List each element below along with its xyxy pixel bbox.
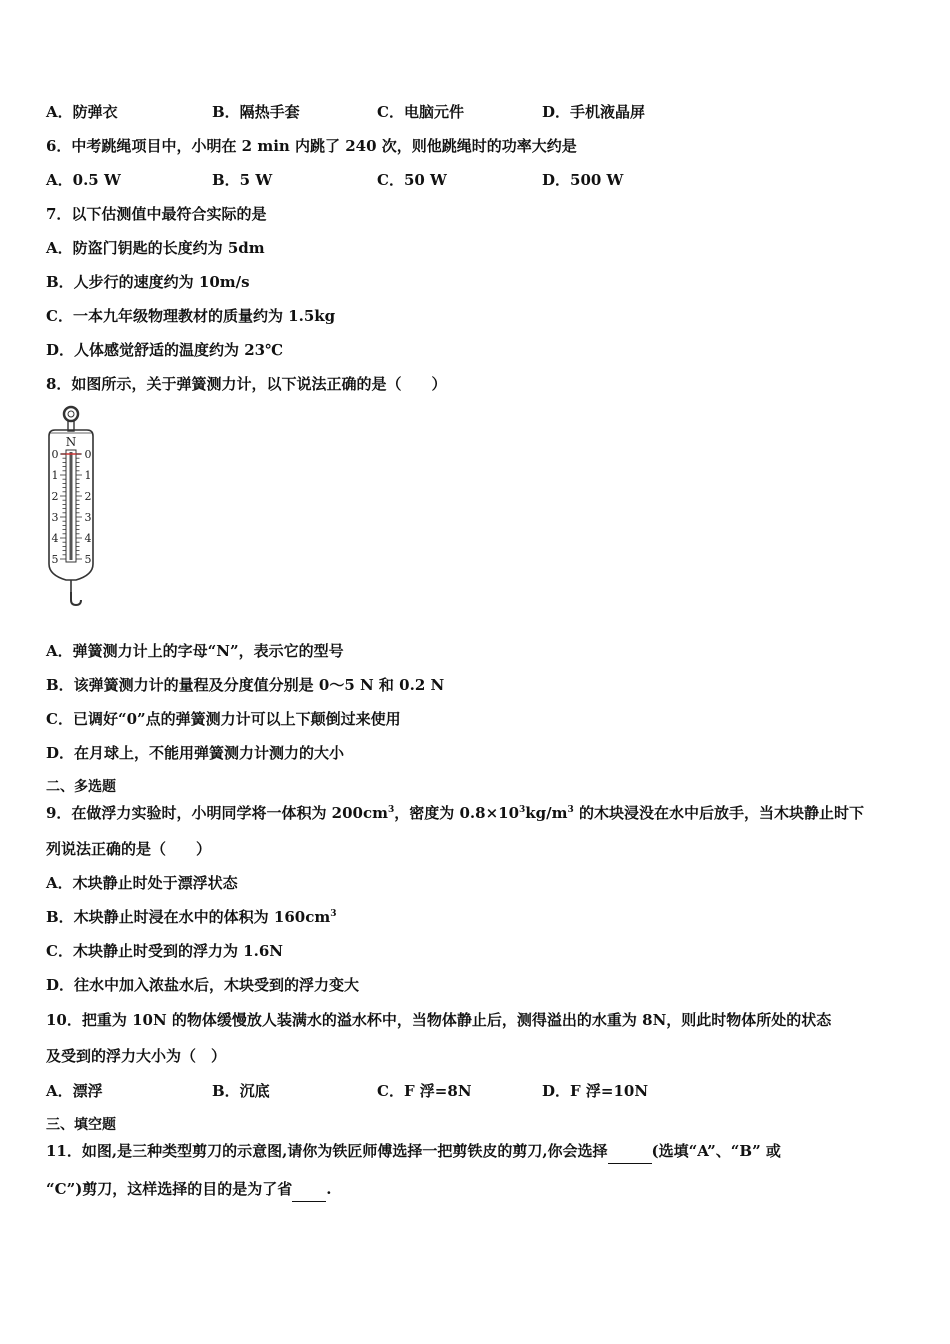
q7-option-c: C．一本九年级物理教材的质量约为 1.5kg bbox=[46, 307, 336, 325]
q7-stem: 7．以下估测值中最符合实际的是 bbox=[46, 205, 267, 223]
q10-stem-line2: 及受到的浮力大小为（ ） bbox=[46, 1047, 227, 1065]
q11-blank-1[interactable] bbox=[608, 1143, 652, 1164]
left-scale-5: 5 bbox=[51, 553, 59, 566]
scale-unit-label: N bbox=[65, 435, 77, 449]
q6-option-a: A．0.5 W bbox=[46, 171, 121, 189]
q10-option-a: A．漂浮 bbox=[46, 1082, 103, 1100]
left-scale-3: 3 bbox=[51, 511, 59, 524]
q9-stem-line1: 9．在做浮力实验时，小明同学将一体积为 $200cm^3$，密度为 $0.8\times 10^3kg/m^3$ 的木块浸没在水中后放手，当木块静止时下 bbox=[46, 804, 865, 822]
q5-options bbox=[46, 102, 926, 122]
q5-option-d: D．手机液晶屏 bbox=[542, 103, 646, 121]
q10-option-b: B．沉底 bbox=[212, 1082, 270, 1100]
left-scale-1: 1 bbox=[51, 469, 59, 482]
hook-icon bbox=[71, 592, 81, 605]
q7-option-d: D．人体感觉舒适的温度约为 23℃ bbox=[46, 341, 284, 359]
q6-option-d: D．500 W bbox=[542, 171, 624, 189]
q8-option-c: C．已调好“0”点的弹簧测力计可以上下颠倒过来使用 bbox=[46, 710, 401, 728]
right-scale-5: 5 bbox=[84, 553, 92, 566]
q6-stem: 6．中考跳绳项目中，小明在 2 min 内跳了 240 次，则他跳绳时的功率大约是 bbox=[46, 137, 577, 155]
left-scale-2: 2 bbox=[51, 490, 59, 503]
q5-option-a: A．防弹衣 bbox=[46, 103, 118, 121]
q5-option-b: B．隔热手套 bbox=[212, 103, 300, 121]
q8-option-b: B．该弹簧测力计的量程及分度值分别是 0～5 N 和 0.2 N bbox=[46, 676, 445, 694]
spring-scale-figure bbox=[42, 404, 112, 610]
q9-option-c: C．木块静止时受到的浮力为 1.6N bbox=[46, 942, 283, 960]
q9-option-a: A．木块静止时处于漂浮状态 bbox=[46, 874, 238, 892]
left-scale-0: 0 bbox=[51, 448, 59, 461]
right-scale-4: 4 bbox=[84, 532, 92, 545]
q7-option-a: A．防盗门钥匙的长度约为 5dm bbox=[46, 239, 265, 257]
ring-icon bbox=[64, 407, 78, 421]
q7-option-b: B．人步行的速度约为 10m/s bbox=[46, 273, 250, 291]
q6-option-b: B．5 W bbox=[212, 171, 273, 189]
right-scale-1: 1 bbox=[84, 469, 92, 482]
q6-options bbox=[46, 170, 926, 190]
left-scale-4: 4 bbox=[51, 532, 59, 545]
q11-stem-line2: “C”)剪刀，这样选择的目的是为了省 . bbox=[46, 1179, 332, 1202]
right-scale-2: 2 bbox=[84, 490, 92, 503]
q6-option-c: C．50 W bbox=[377, 171, 447, 189]
section-heading-multiple-choice: 二、多选题 bbox=[46, 779, 116, 795]
q11-stem-line1: 11．如图,是三种类型剪刀的示意图,请你为铁匠师傅选择一把剪铁皮的剪刀,你会选择 (选填“A”、“B” 或 bbox=[46, 1141, 781, 1164]
q10-option-c: C．F 浮=8N bbox=[377, 1082, 472, 1100]
q8-option-d: D．在月球上，不能用弹簧测力计测力的大小 bbox=[46, 744, 345, 762]
q10-options bbox=[46, 1081, 926, 1101]
q11-blank-2[interactable] bbox=[292, 1181, 326, 1202]
q9-option-b: B．木块静止时浸在水中的体积为 $160cm^3$ bbox=[46, 908, 337, 926]
right-scale-3: 3 bbox=[84, 511, 92, 524]
section-heading-fill-in: 三、填空题 bbox=[46, 1117, 116, 1133]
right-scale-0: 0 bbox=[84, 448, 92, 461]
q9-stem-line2: 列说法正确的是（ ） bbox=[46, 840, 212, 858]
q10-option-d: D．F 浮=10N bbox=[542, 1082, 649, 1100]
q8-stem: 8．如图所示，关于弹簧测力计，以下说法正确的是（ ） bbox=[46, 375, 447, 393]
q9-option-d: D．往水中加入浓盐水后，木块受到的浮力变大 bbox=[46, 976, 360, 994]
q10-stem-line1: 10．把重为 10N 的物体缓慢放人装满水的溢水杯中，当物体静止后，测得溢出的水重为 8N，则此时物体所处的状态 bbox=[46, 1011, 832, 1029]
q5-option-c: C．电脑元件 bbox=[377, 103, 464, 121]
q8-option-a: A．弹簧测力计上的字母“N”，表示它的型号 bbox=[46, 642, 344, 660]
